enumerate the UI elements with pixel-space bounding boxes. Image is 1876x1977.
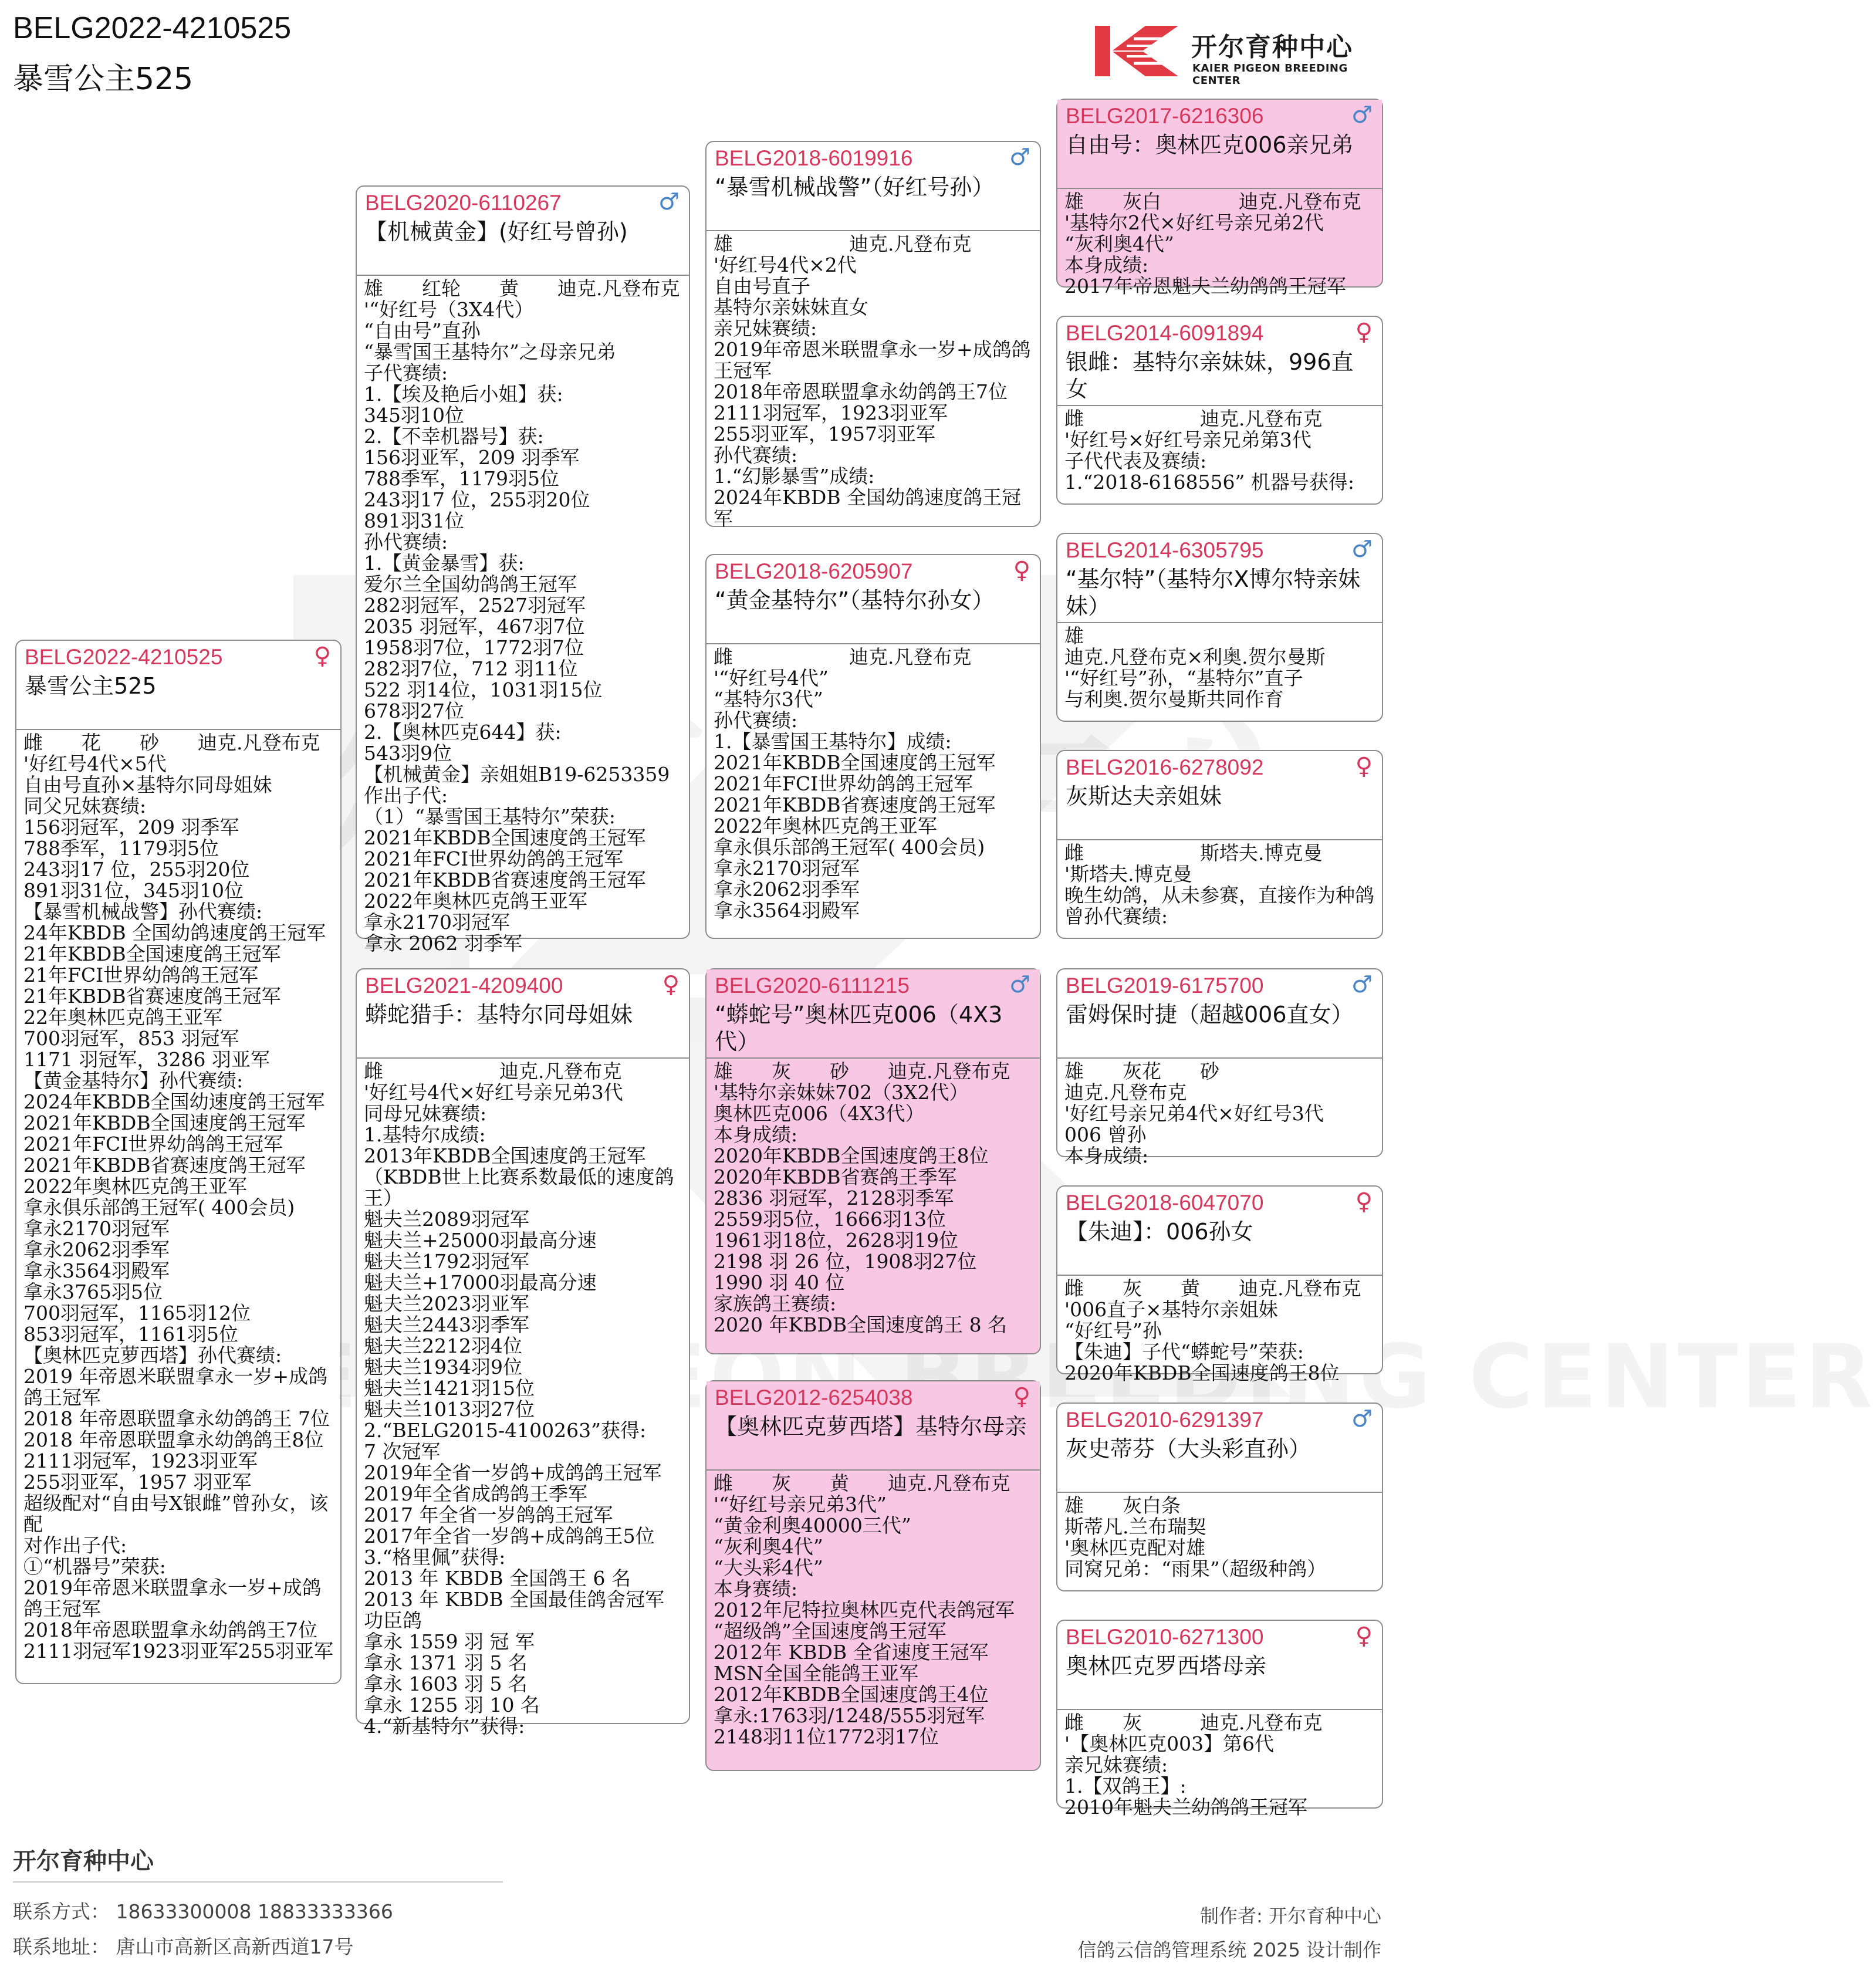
detail-line: 4.“新基特尔”获得: — [364, 1715, 525, 1738]
card-details — [1057, 623, 1382, 710]
detail-line: 拿永俱乐部鸽王冠军( 400会员) — [23, 1196, 295, 1219]
detail-line: 子代代表及赛绩: — [1064, 450, 1207, 472]
ring-number: BELG2018-6019916 — [715, 146, 913, 170]
detail-line: 孙代赛绩: — [364, 530, 448, 553]
ring-number: BELG2021-4209400 — [365, 974, 563, 998]
male-icon: ♂ — [1351, 536, 1373, 563]
detail-line: 魁夫兰1013羽27位 — [364, 1398, 535, 1421]
detail-line: 魁夫兰1792羽冠军 — [364, 1250, 529, 1273]
detail-line: 2198 羽 26 位，1908羽27位 — [714, 1250, 977, 1273]
detail-line: 斯蒂凡.兰布瑞契 — [1064, 1515, 1206, 1538]
detail-line: 2017年全省一岁鸽+成鸽鸽王5位 — [364, 1525, 655, 1547]
detail-line: '好红号4代×好红号亲兄弟3代 — [364, 1081, 623, 1104]
logo-chinese-name: 开尔育种中心 — [1191, 32, 1353, 62]
detail-line: 拿永俱乐部鸽王冠军( 400会员) — [714, 836, 985, 859]
detail-line: 迪克.凡登布克×利奥.贺尔曼斯 — [1064, 646, 1326, 668]
detail-line: 788季军，1179羽5位 — [364, 467, 559, 490]
pedigree-card-sire-sire[interactable] — [705, 141, 1041, 530]
card-details — [1057, 1059, 1382, 1167]
detail-line: “好红号”孙 — [1064, 1319, 1162, 1342]
detail-line: 【暴雪机械战警】孙代赛绩: — [23, 900, 263, 923]
detail-line: 雌 花 砂 迪克.凡登布克 — [23, 731, 320, 754]
ring-number: BELG2020-6110267 — [365, 191, 562, 215]
pigeon-name: 灰史蒂芬（大头彩直孙） — [1066, 1436, 1311, 1462]
detail-line: 曾孙代赛绩: — [1064, 905, 1168, 928]
pigeon-name: 雷姆保时捷（超越006直女） — [1066, 1002, 1354, 1028]
detail-line: 2148羽11位1772羽17位 — [714, 1725, 939, 1748]
detail-line: 2013 年 KBDB 全国最佳鸽舍冠军 — [364, 1588, 665, 1611]
detail-line: '“好红号（3X4代） — [364, 298, 534, 321]
detail-line: 拿永:1763羽/1248/555羽冠军 — [714, 1704, 985, 1727]
detail-line: 2021年KBDB全国速度鸽王冠军 — [364, 826, 646, 849]
detail-line: 同父兄妹赛绩: — [23, 795, 147, 817]
detail-line: 晚生幼鸽，从未参赛，直接作为种鸽 — [1064, 884, 1374, 907]
detail-line: 2013年KBDB全国速度鸽王冠军 — [364, 1144, 646, 1167]
detail-line: 1.“幻影暴雪”成绩: — [714, 465, 875, 488]
card-details — [1057, 1276, 1382, 1384]
detail-line: 2018 年帝恩联盟拿永幼鸽鸽王 7位 — [23, 1407, 330, 1430]
female-icon: ♀ — [1013, 1383, 1030, 1410]
detail-line: 282羽7位，712 羽11位 — [364, 657, 578, 680]
detail-line: 2020年KBDB全国速度鸽王8位 — [1064, 1361, 1340, 1384]
footer-divider — [13, 1881, 503, 1883]
detail-line: 雌 迪克.凡登布克 — [364, 1060, 622, 1083]
detail-line: 同窝兄弟：“雨果”（超级种鸽） — [1064, 1557, 1327, 1580]
detail-line: 345羽10位 — [364, 404, 464, 427]
detail-line: 522 羽14位，1031羽15位 — [364, 678, 603, 701]
detail-line: 2.“BELG2015-4100263”获得: — [364, 1419, 647, 1442]
footer-system: 信鸽云信鸽管理系统 2025 设计制作 — [1077, 1939, 1381, 1961]
detail-line: 【奥林匹克萝西塔】孙代赛绩: — [23, 1344, 282, 1367]
detail-line: 700羽冠军，853 羽冠军 — [23, 1027, 239, 1050]
detail-line: 853羽冠军，1161羽5位 — [23, 1323, 238, 1346]
detail-line: 2111羽冠军，1923羽亚军 — [714, 401, 948, 424]
detail-line: 2021年KBDB全国速度鸽王冠军 — [23, 1111, 306, 1134]
detail-line: MSN全国全能鸽王亚军 — [714, 1662, 919, 1685]
detail-line: 拿永 1559 羽 冠 军 — [364, 1630, 535, 1653]
female-icon: ♀ — [1013, 557, 1030, 584]
detail-line: （KBDB世上比赛系数最低的速度鸽王） — [364, 1165, 674, 1209]
detail-line: 156羽冠军，209 羽季军 — [23, 816, 239, 839]
pigeon-name: 暴雪公主525 — [25, 673, 157, 699]
detail-line: “基特尔3代” — [714, 688, 823, 711]
detail-line: 魁夫兰2443羽季军 — [364, 1313, 529, 1336]
ring-number: BELG2017-6216306 — [1066, 104, 1264, 128]
detail-line: 本身赛绩: — [714, 1577, 798, 1600]
detail-line: 891羽31位 — [364, 509, 464, 532]
pedigree-card-sire-dam-sire[interactable] — [1056, 533, 1383, 722]
pigeon-name: 【奥林匹克萝西塔】基特尔母亲 — [715, 1414, 1027, 1439]
detail-line: 拿永3564羽殿军 — [714, 899, 860, 922]
detail-line: 【机械黄金】亲姐姐B19-6253359 — [364, 763, 670, 786]
detail-line: '基特尔2代×好红号亲兄弟2代 — [1064, 211, 1324, 234]
detail-line: 拿永2062羽季军 — [714, 878, 860, 901]
male-icon: ♂ — [658, 188, 680, 215]
ring-number: BELG2018-6047070 — [1066, 1191, 1264, 1215]
detail-line: 魁夫兰1934羽9位 — [364, 1356, 522, 1378]
detail-line: 21年KBDB省赛速度鸽王冠军 — [23, 985, 281, 1008]
card-details — [1057, 840, 1382, 927]
detail-line: 2022年奥林匹克鸽王亚军 — [23, 1175, 247, 1198]
pedigree-card-dam-dam-sire[interactable] — [1056, 1403, 1383, 1591]
detail-line: 家族鸽王赛绩: — [714, 1292, 837, 1315]
detail-line: 2836 羽冠军，2128羽季军 — [714, 1187, 954, 1209]
detail-line: 1.【暴雪国王基特尔】成绩: — [714, 730, 952, 753]
detail-line: 2019年帝恩米联盟拿永一岁+成鸽鸽王冠军 — [23, 1576, 322, 1620]
detail-line: 对作出子代: — [23, 1534, 127, 1557]
detail-line: 1958羽7位，1772羽7位 — [364, 636, 584, 659]
detail-line: 1171 羽冠军，3286 羽亚军 — [23, 1048, 270, 1071]
detail-line: 同母兄妹赛绩: — [364, 1102, 487, 1125]
detail-line: 【黄金基特尔】孙代赛绩: — [23, 1069, 244, 1092]
detail-line: “大头彩4代” — [714, 1556, 823, 1579]
detail-line: 1990 羽 40 位 — [714, 1271, 845, 1294]
detail-line: 788季军，1179羽5位 — [23, 837, 219, 860]
detail-line: 21年KBDB全国速度鸽王冠军 — [23, 942, 281, 965]
detail-line: 543羽9位 — [364, 742, 452, 765]
detail-line: 2021年KBDB省赛速度鸽王冠军 — [364, 868, 646, 891]
detail-line: 雌 灰 迪克.凡登布克 — [1064, 1711, 1323, 1734]
detail-line: 亲兄妹赛绩: — [714, 317, 817, 340]
card-details — [1057, 189, 1382, 297]
detail-line: 255羽亚军，1957羽亚军 — [714, 423, 935, 445]
pedigree-card-dam-dam-dam[interactable] — [1056, 1620, 1383, 1819]
detail-line: 自由号直孙×基特尔同母姐妹 — [23, 773, 272, 796]
male-icon: ♂ — [1351, 102, 1373, 129]
detail-line: 拿永3765羽5位 — [23, 1280, 163, 1303]
detail-line: “暴雪国王基特尔”之母亲兄弟 — [364, 340, 616, 363]
ring-number: BELG2014-6091894 — [1066, 321, 1264, 345]
detail-line: 魁夫兰+25000羽最高分速 — [364, 1229, 597, 1252]
pigeon-name: “蟒蛇号”奥林匹克006（4X3代） — [715, 1002, 1003, 1055]
detail-line: 2035 羽冠军，467羽7位 — [364, 615, 585, 638]
detail-line: 2018年帝恩联盟拿永幼鸽鸽王7位 — [23, 1618, 317, 1641]
detail-line: 2022年奥林匹克鸽王亚军 — [714, 815, 937, 837]
detail-line: '好红号亲兄弟4代×好红号3代 — [1064, 1102, 1324, 1125]
detail-line: “超级鸽”全国速度鸽王冠军 — [714, 1620, 947, 1643]
detail-line: 2017年帝恩魁夫兰幼鸽鸽王冠军 — [1064, 275, 1346, 298]
detail-line: 雌 迪克.凡登布克 — [714, 646, 972, 668]
detail-line: 2018 年帝恩联盟拿永幼鸽鸽王8位 — [23, 1428, 324, 1451]
detail-line: 7 次冠军 — [364, 1440, 441, 1463]
detail-line: 2021年KBDB全国速度鸽王冠军 — [714, 751, 996, 774]
female-icon: ♀ — [1355, 1188, 1373, 1215]
detail-line: 243羽17 位，255羽20位 — [23, 858, 250, 881]
detail-line: 2019年全省成鸽鸽王季军 — [364, 1482, 587, 1505]
detail-line: 拿永2170羽冠军 — [23, 1217, 170, 1240]
detail-line: '基特尔亲妹妹702（3X2代） — [714, 1081, 969, 1104]
detail-line: '奥林匹克配对雄 — [1064, 1536, 1206, 1559]
detail-line: 功臣鸽 — [364, 1609, 422, 1632]
detail-line: 爱尔兰全国幼鸽鸽王冠军 — [364, 573, 577, 596]
female-icon: ♀ — [313, 643, 331, 670]
detail-line: 156羽亚军，209 羽季军 — [364, 446, 580, 469]
pedigree-card-dam[interactable] — [356, 968, 690, 1738]
card-details — [1057, 1710, 1382, 1818]
detail-line: “自由号”直孙 — [364, 319, 481, 342]
detail-line: 2019年全省一岁鸽+成鸽鸽王冠军 — [364, 1461, 662, 1484]
detail-line: 雄 灰白 迪克.凡登布克 — [1064, 190, 1361, 213]
detail-line: 2012年 KBDB 全省速度王冠军 — [714, 1641, 989, 1664]
footer-title: 开尔育种中心 — [13, 1848, 154, 1875]
detail-line: 1.【埃及艳后小姐】获: — [364, 383, 563, 405]
detail-line: 雌 灰 黄 迪克.凡登布克 — [1064, 1277, 1361, 1300]
detail-line: '斯塔夫.博克曼 — [1064, 863, 1192, 886]
detail-line: 作出子代: — [364, 784, 448, 807]
ring-number: BELG2016-6278092 — [1066, 755, 1264, 779]
detail-line: 006 曾孙 — [1064, 1123, 1147, 1146]
detail-line: 基特尔亲妹妹直女 — [714, 296, 868, 319]
detail-line: 22年奥林匹克鸽王亚军 — [23, 1006, 222, 1029]
detail-line: 拿永2170羽冠军 — [364, 911, 510, 934]
detail-line: 2021年KBDB省赛速度鸽王冠军 — [714, 793, 996, 816]
pedigree-card-sire-sire-dam[interactable] — [1056, 316, 1383, 505]
detail-line: 拿永 1255 羽 10 名 — [364, 1694, 540, 1716]
ring-number: BELG2014-6305795 — [1066, 538, 1264, 562]
detail-line: 拿永 2062 羽季军 — [364, 932, 522, 955]
detail-line: 1.【黄金暴雪】获: — [364, 552, 525, 574]
detail-line: 678羽27位 — [364, 699, 464, 722]
detail-line: '好红号4代×5代 — [23, 752, 167, 775]
ring-number: BELG2019-6175700 — [1066, 974, 1264, 998]
detail-line: 雄 红轮 黄 迪克.凡登布克 — [364, 277, 680, 300]
detail-line: 1.基特尔成绩: — [364, 1123, 486, 1146]
pedigree-card-sire-sire-sire[interactable] — [1056, 99, 1383, 298]
detail-line: 2012年尼特拉奥林匹克代表鸽冠军 — [714, 1599, 1015, 1621]
detail-line: '好红号×好红号亲兄弟第3代 — [1064, 428, 1311, 451]
detail-line: 本身成绩: — [1064, 254, 1149, 276]
detail-line: 拿永 1603 羽 5 名 — [364, 1672, 528, 1695]
card-details — [1057, 406, 1382, 493]
detail-line: 奥林匹克006（4X3代） — [714, 1102, 925, 1125]
detail-line: 2559羽5位，1666羽13位 — [714, 1208, 946, 1231]
pigeon-name: 自由号：奥林匹克006亲兄弟 — [1066, 132, 1354, 158]
ring-number: BELG2018-6205907 — [715, 559, 913, 583]
detail-line: 【朱迪】子代“蟒蛇号”荣获: — [1064, 1340, 1304, 1363]
detail-line: 本身成绩: — [1064, 1144, 1149, 1167]
detail-line: '好红号4代×2代 — [714, 254, 857, 276]
detail-line: 2021年FCI世界幼鸽鸽王冠军 — [364, 847, 624, 870]
pigeon-name: “暴雪机械战警”（好红号孙） — [715, 174, 995, 200]
logo-english-name: KAIER PIGEON BREEDING CENTER — [1192, 62, 1348, 87]
detail-line: 2111羽冠军1923羽亚军255羽亚军 — [23, 1640, 333, 1662]
detail-line: 雌 斯塔夫.博克曼 — [1064, 842, 1323, 864]
pigeon-name: 奥林匹克罗西塔母亲 — [1066, 1653, 1267, 1679]
detail-line: 2021年FCI世界幼鸽鸽王冠军 — [23, 1133, 283, 1155]
detail-line: 2.【奥林匹克644】获: — [364, 721, 562, 744]
detail-line: 雄 灰 砂 迪克.凡登布克 — [714, 1060, 1010, 1083]
card-details — [707, 1471, 1040, 1748]
detail-line: 2020 年KBDB全国速度鸽王 8 名 — [714, 1313, 1008, 1336]
detail-line: 2018年帝恩联盟拿永幼鸽鸽王7位 — [714, 380, 1008, 403]
pigeon-name: 银雌：基特尔亲妹妹，996直女 — [1066, 349, 1354, 402]
detail-line: 2013 年 KBDB 全国鸽王 6 名 — [364, 1567, 631, 1590]
card-details — [707, 231, 1040, 529]
detail-line: 1961羽18位，2628羽19位 — [714, 1229, 958, 1252]
female-icon: ♀ — [1355, 1623, 1373, 1650]
detail-line: 迪克.凡登布克 — [1064, 1081, 1187, 1104]
detail-line: 891羽31位，345羽10位 — [23, 879, 244, 902]
header-pigeon-name: 暴雪公主525 — [13, 62, 194, 97]
detail-line: 雄 — [1064, 624, 1084, 647]
detail-line: 与利奥.贺尔曼斯共同作育 — [1064, 688, 1284, 711]
male-icon: ♂ — [1009, 144, 1030, 171]
detail-line: 雄 灰花 砂 — [1064, 1060, 1219, 1083]
detail-line: “灰利奥4代” — [1064, 232, 1174, 255]
male-icon: ♂ — [1009, 971, 1030, 998]
card-details — [357, 276, 689, 954]
detail-line: 21年FCI世界幼鸽鸽王冠军 — [23, 964, 259, 986]
detail-line: 2019 年帝恩米联盟拿永一岁+成鸽鸽王冠军 — [23, 1365, 328, 1409]
detail-line: 3.“格里佩”获得: — [364, 1546, 506, 1569]
detail-line: 雄 灰白条 — [1064, 1494, 1181, 1517]
detail-line: 拿永2170羽冠军 — [714, 857, 860, 880]
footer-contact: 联系方式： 18633300008 18833333366 — [13, 1900, 393, 1923]
detail-line: 超级配对“自由号X银雌”曾孙女，该配 — [23, 1492, 329, 1536]
footer-address: 联系地址： 唐山市高新区高新西道17号 — [13, 1935, 354, 1958]
card-details — [357, 1059, 689, 1737]
detail-line: “灰利奥4代” — [714, 1535, 823, 1558]
detail-line: 雄 迪克.凡登布克 — [714, 232, 972, 255]
female-icon: ♀ — [1355, 753, 1373, 780]
pigeon-name: 【机械黄金】(好红号曾孙) — [365, 219, 628, 245]
female-icon: ♀ — [1355, 319, 1373, 346]
detail-line: “黄金利奥40000三代” — [714, 1514, 911, 1537]
detail-line: 孙代赛绩: — [714, 709, 798, 732]
detail-line: 亲兄妹赛绩: — [1064, 1753, 1168, 1776]
pigeon-name: 【朱迪】：006孙女 — [1066, 1219, 1253, 1245]
pedigree-card-subject[interactable] — [15, 640, 342, 1684]
detail-line: 拿永3564羽殿军 — [23, 1259, 170, 1282]
male-icon: ♂ — [1351, 971, 1373, 998]
pedigree-card-dam-sire-dam[interactable] — [1056, 1185, 1383, 1384]
ring-number: BELG2010-6271300 — [1066, 1625, 1264, 1649]
detail-line: 243羽17 位，255羽20位 — [364, 488, 590, 511]
detail-line: 2019年帝恩米联盟拿永一岁+成鸽鸽王冠军 — [714, 338, 1031, 382]
detail-line: '“好红号4代” — [714, 667, 829, 690]
detail-line: 2.【不幸机器号】获: — [364, 425, 544, 448]
ring-number: BELG2022-4210525 — [25, 645, 223, 669]
detail-line: 雌 灰 黄 迪克.凡登布克 — [714, 1472, 1010, 1495]
ring-number: BELG2010-6291397 — [1066, 1408, 1264, 1432]
detail-line: 1.【双鸽王】: — [1064, 1775, 1187, 1797]
pedigree-card-dam-dam[interactable] — [705, 1380, 1041, 1771]
detail-line: 2021年KBDB省赛速度鸽王冠军 — [23, 1154, 306, 1177]
detail-line: 拿永 1371 羽 5 名 — [364, 1651, 528, 1674]
detail-line: '【奥林匹克003】第6代 — [1064, 1732, 1275, 1755]
detail-line: 魁夫兰2089羽冠军 — [364, 1208, 529, 1231]
detail-line: 700羽冠军，1165羽12位 — [23, 1302, 251, 1324]
detail-line: ①“机器号”荣获: — [23, 1555, 166, 1578]
pigeon-name: 蟒蛇猎手：基特尔同母姐妹 — [365, 1002, 633, 1028]
detail-line: 魁夫兰+17000羽最高分速 — [364, 1271, 597, 1294]
detail-line: 2021年FCI世界幼鸽鸽王冠军 — [714, 772, 974, 795]
kaier-logo-icon — [1093, 21, 1181, 80]
detail-line: 2020年KBDB全国速度鸽王8位 — [714, 1144, 989, 1167]
detail-line: 2012年KBDB全国速度鸽王4位 — [714, 1683, 989, 1706]
detail-line: （1）“暴雪国王基特尔”荣获: — [364, 805, 616, 828]
card-details — [16, 730, 340, 1662]
pigeon-name: 灰斯达夫亲姐妹 — [1066, 783, 1222, 809]
detail-line: 本身成绩: — [714, 1123, 798, 1146]
brand-logo — [1093, 21, 1383, 87]
detail-line: 自由号直子 — [714, 275, 810, 298]
male-icon: ♂ — [1351, 1405, 1373, 1432]
footer-maker: 制作者: 开尔育种中心 — [1200, 1905, 1381, 1927]
detail-line: 1.“2018-6168556” 机器号获得: — [1064, 471, 1354, 494]
detail-line: '“好红号亲兄弟3代” — [714, 1493, 887, 1516]
pedigree-card-dam-sire[interactable] — [705, 968, 1041, 1354]
pedigree-card-sire-dam[interactable] — [705, 554, 1041, 939]
detail-line: 拿永2062羽季军 — [23, 1238, 170, 1261]
detail-line: 2010年魁夫兰幼鸽鸽王冠军 — [1064, 1796, 1307, 1819]
ring-number: BELG2012-6254038 — [715, 1385, 913, 1410]
detail-line: 255羽亚军，1957 羽亚军 — [23, 1471, 252, 1493]
pedigree-card-sire-dam-dam[interactable] — [1056, 750, 1383, 939]
detail-line: 2111羽冠军，1923羽亚军 — [23, 1449, 258, 1472]
ring-number: BELG2020-6111215 — [715, 974, 910, 998]
card-details — [1057, 1493, 1382, 1580]
detail-line: 282羽冠军，2527羽冠军 — [364, 594, 586, 617]
header-ring-id: BELG2022-4210525 — [13, 11, 292, 45]
detail-line: 雌 迪克.凡登布克 — [1064, 407, 1323, 430]
pedigree-card-sire[interactable] — [356, 185, 690, 955]
detail-line: 魁夫兰2212羽4位 — [364, 1334, 522, 1357]
card-details — [707, 644, 1040, 921]
detail-line: 子代赛绩: — [364, 361, 448, 384]
detail-line: 魁夫兰2023羽亚军 — [364, 1292, 529, 1315]
detail-line: 2022年奥林匹克鸽王亚军 — [364, 890, 587, 913]
detail-line: 24年KBDB 全国幼鸽速度鸽王冠军 — [23, 921, 326, 944]
detail-line: '“好红号”孙，“基特尔”直子 — [1064, 667, 1303, 690]
detail-line: '006直子×基特尔亲姐妹 — [1064, 1298, 1278, 1321]
detail-line: 2020年KBDB省赛鸽王季军 — [714, 1165, 957, 1188]
card-details — [707, 1059, 1040, 1336]
pedigree-card-dam-sire-sire[interactable] — [1056, 968, 1383, 1167]
pigeon-name: “黄金基特尔”（基特尔孙女） — [715, 587, 995, 613]
detail-line: 孙代赛绩: — [714, 444, 798, 467]
detail-line: 2024年KBDB 全国幼鸽速度鸽王冠军 — [714, 486, 1022, 530]
pigeon-name: “基尔特”（基特尔X博尔特亲妹妹） — [1066, 566, 1361, 619]
detail-line: 2024年KBDB全国幼速度鸽王冠军 — [23, 1090, 325, 1113]
female-icon: ♀ — [662, 971, 680, 998]
detail-line: 魁夫兰1421羽15位 — [364, 1377, 535, 1400]
detail-line: 2017 年全省一岁鸽鸽王冠军 — [364, 1503, 613, 1526]
